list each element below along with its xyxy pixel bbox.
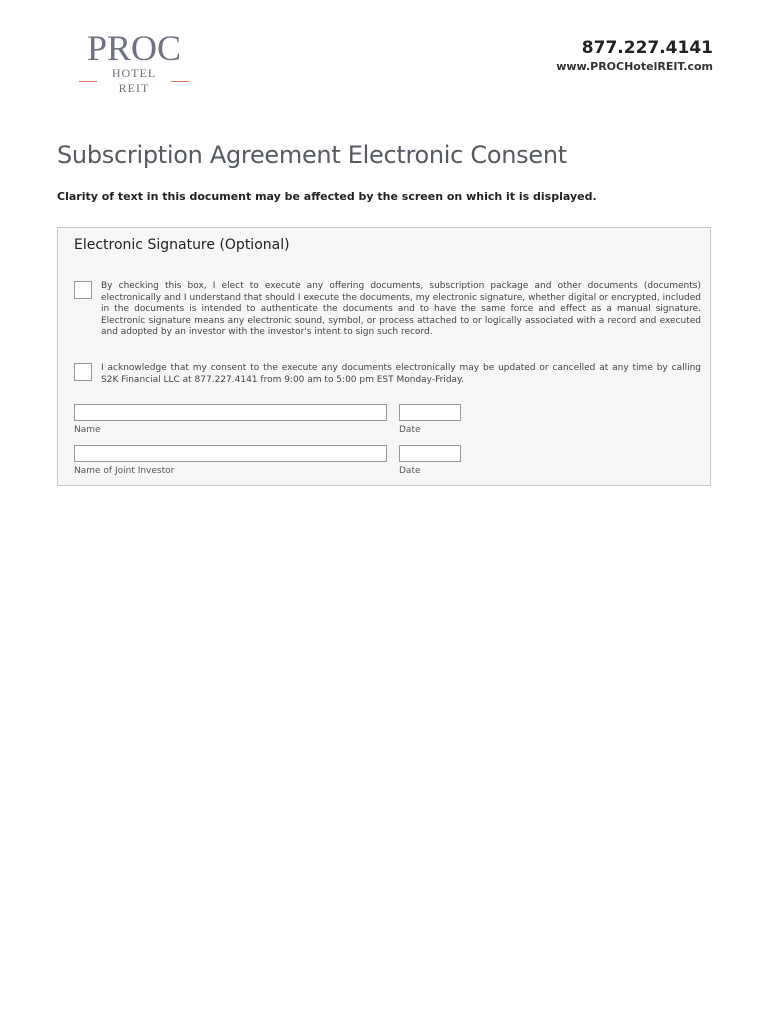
consent-checkbox-2[interactable] (74, 363, 92, 381)
display-notice: Clarity of text in this document may be affected by the screen on which it is displayed. (57, 190, 597, 203)
consent-checkbox-1[interactable] (74, 281, 92, 299)
joint-investor-date-label: Date (399, 466, 421, 476)
logo-rule-right (171, 81, 189, 82)
company-logo (76, 30, 192, 96)
date-input[interactable] (399, 404, 461, 421)
name-label: Name (74, 425, 101, 435)
panel-title: Electronic Signature (Optional) (74, 237, 290, 253)
joint-investor-date-input[interactable] (399, 445, 461, 462)
joint-investor-name-input[interactable] (74, 445, 387, 462)
logo-subtitle: HOTEL REIT (111, 66, 157, 95)
website-link[interactable]: www.PROCHotelREIT.com (556, 60, 713, 73)
date-label: Date (399, 425, 421, 435)
phone-number: 877.227.4141 (581, 38, 713, 58)
consent-text-2: I acknowledge that my consent to the execute any documents electronically may be updated or cancelled at any time by calling S2K Financial LLC at 877.227.4141 from 9:00 am to 5:00 pm EST Monday-Friday. (101, 363, 701, 385)
logo-rule-left (79, 81, 97, 82)
consent-text-1: By checking this box, I elect to execute any offering documents, subscription package and other documents (documents) electronically and I understand that should I execute the documents, my electronic signature, whether digital or encrypted, included in the documents is intended to authenticate the documents and to have the same force and effect as a manual signature. Electronic signature means any electronic sound, symbol, or process attached to or logically associated with a record and executed and adopted by an investor with the investor's intent to sign such record. (101, 281, 701, 338)
contact-info (556, 38, 713, 73)
electronic-signature-panel (57, 227, 711, 486)
page-title: Subscription Agreement Electronic Consent (57, 141, 567, 169)
name-input[interactable] (74, 404, 387, 421)
logo-subtitle-row (76, 66, 192, 96)
logo-wordmark: PROC (86, 28, 182, 68)
joint-investor-name-label: Name of Joint Investor (74, 466, 175, 476)
